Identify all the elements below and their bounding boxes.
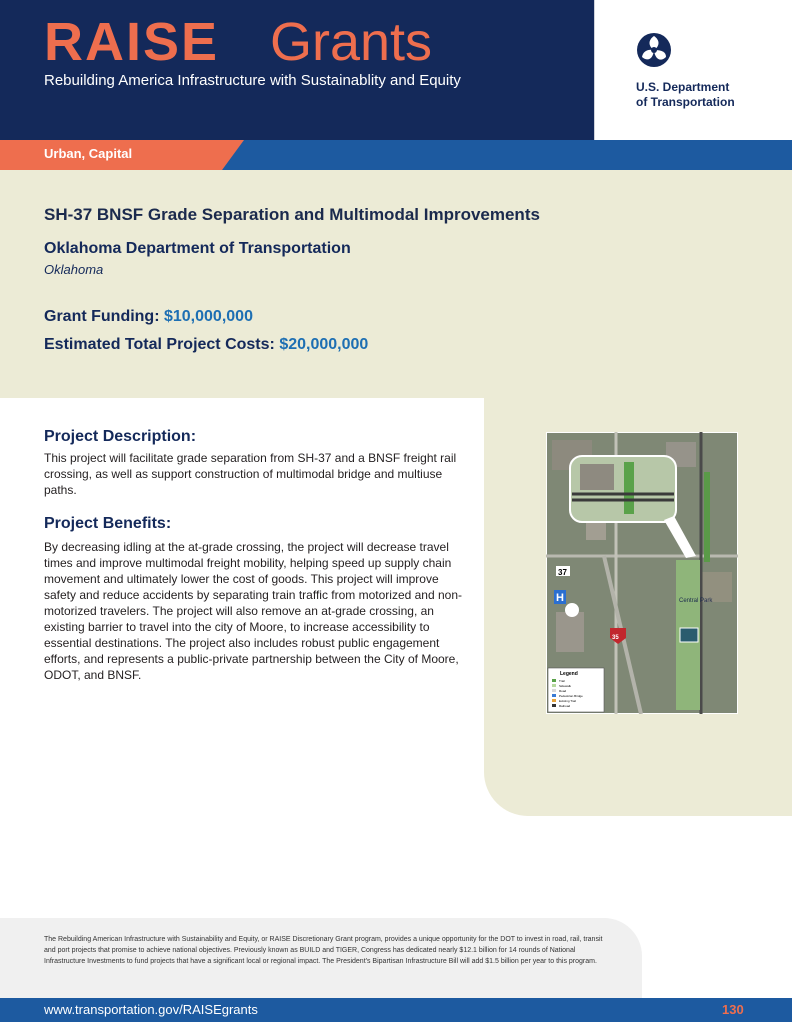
page-number: 130 bbox=[722, 1002, 744, 1017]
hospital-label: H bbox=[556, 592, 564, 604]
website-link[interactable]: www.transportation.gov/RAISEgrants bbox=[44, 1002, 258, 1017]
legend-item: Existing Trail bbox=[559, 699, 577, 703]
grants-title: Grants bbox=[270, 12, 433, 72]
total-costs-label: Estimated Total Project Costs: bbox=[44, 336, 275, 353]
legend-item: Road bbox=[559, 689, 567, 693]
benefits-text: By decreasing idling at the at-grade crossing, the project will decrease travel times and improve multimodal freight mobility, helping speed up supply chain movement and ultimately lower the cost of goods. This project will improve safety and reduce accidents by separating train traffic from motorized and non-motorized travelers. The project will also remove an at-grade crossing, an existing barrier to travel into the city of Moore, to increase accessibility to essential destinations. The project also includes robust public engagement efforts, and represents a public-private partnership between the City of Moore, ODOT, and BNSF. bbox=[44, 540, 463, 682]
dot-logo-area bbox=[594, 0, 792, 140]
project-map bbox=[546, 432, 738, 714]
total-costs-value: $20,000,000 bbox=[279, 336, 369, 353]
program-note: The Rebuilding American Infrastructure with Sustainability and Equity, or RAISE Discretionary Grant program, provides a unique opportunity for the DOT to invest in road, rail, transit and port projects that promise to achieve national objectives. Previously known as BUILD and TIGER, Congress has dedicated nearly $12.1 billion for 14 rounds of National Infrastructure Investments to fund projects that have a significant local or regional impact. The President's Bipartisan Infrastructure Bill will add $1.5 billion per year to this program. bbox=[44, 936, 603, 965]
header-subtitle: Rebuilding America Infrastructure with Sustainablity and Equity bbox=[44, 72, 461, 89]
state-name: Oklahoma bbox=[44, 262, 104, 277]
raise-title: RAISE bbox=[44, 12, 220, 72]
legend-item: Railroad bbox=[559, 704, 571, 708]
interstate-shield-label: 35 bbox=[612, 635, 619, 641]
legend-title: Legend bbox=[560, 671, 578, 677]
total-costs bbox=[44, 336, 368, 354]
dot-name-line2: of Transportation bbox=[636, 95, 735, 109]
benefits-heading: Project Benefits: bbox=[44, 515, 172, 532]
project-title: SH-37 BNSF Grade Separation and Multimodal Improvements bbox=[44, 205, 540, 224]
description-heading: Project Description: bbox=[44, 428, 197, 445]
category-label: Urban, Capital bbox=[44, 146, 133, 161]
route-shield-label: 37 bbox=[558, 568, 567, 577]
park-label: Central Park bbox=[679, 598, 713, 604]
legend-item: Sidewalk bbox=[559, 684, 572, 688]
dot-triskelion-icon bbox=[636, 32, 672, 68]
dot-name bbox=[636, 80, 735, 110]
dot-name-line1: U.S. Department bbox=[636, 80, 730, 94]
description-text: This project will facilitate grade separation from SH-37 and a BNSF freight rail crossing, as well as support construction of multimodal bridge and multiuse paths. bbox=[44, 451, 457, 497]
legend-item: Pedestrian Bridge bbox=[559, 694, 583, 698]
legend-item: Trail bbox=[559, 679, 565, 683]
grant-funding bbox=[44, 308, 253, 326]
grant-funding-label: Grant Funding: bbox=[44, 308, 160, 325]
grant-funding-value: $10,000,000 bbox=[163, 308, 253, 325]
agency-name: Oklahoma Department of Transportation bbox=[44, 240, 351, 257]
